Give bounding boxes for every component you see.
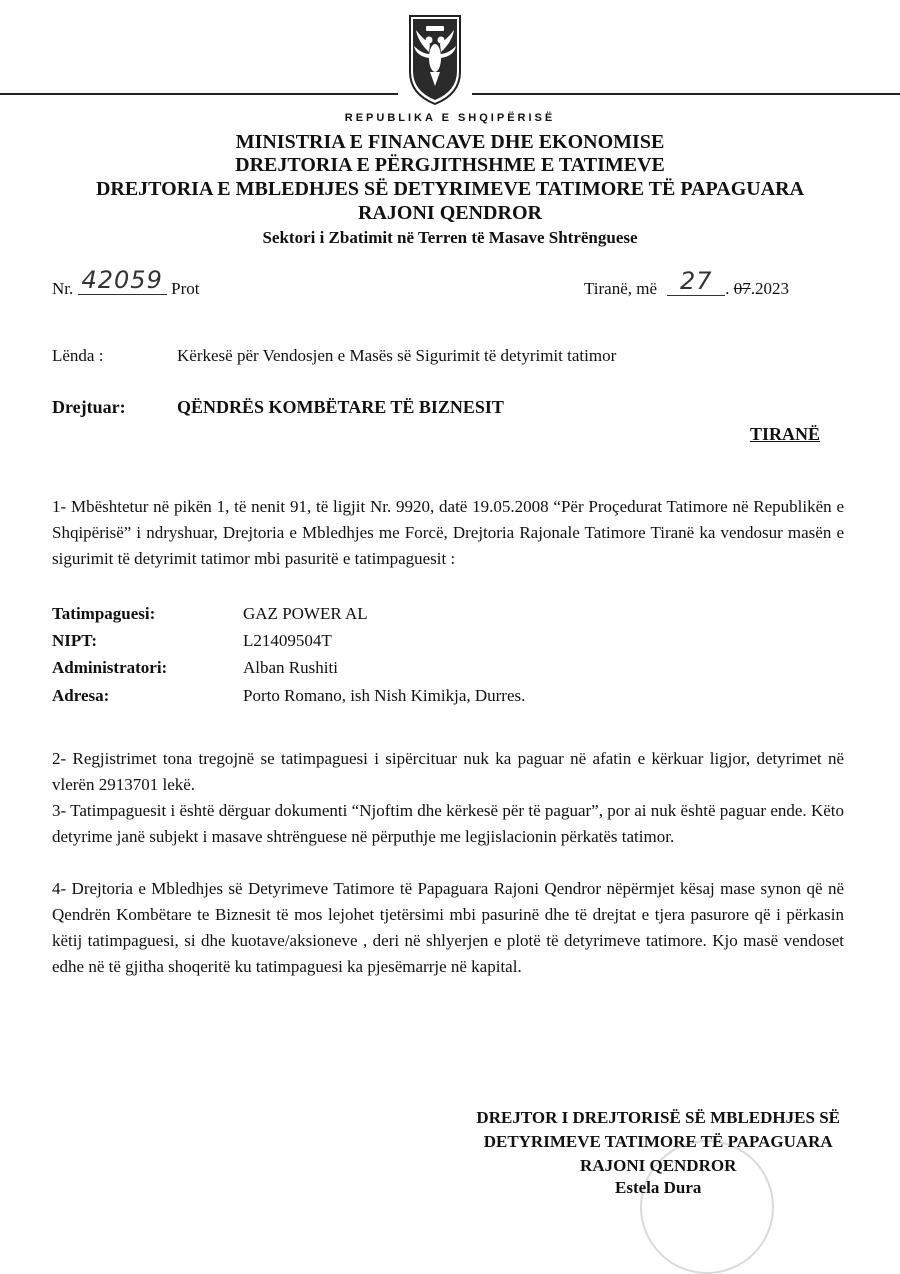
date-day: 27 [667,267,725,296]
paragraph-1: 1- Mbështetur në pikën 1, të nenit 91, të ligjit Nr. 9920, datë 19.05.2008 “Për Proçedurat Tatimore në Republikën e Shqipërisë” i ndryshuar, Drejtoria e Mbledhjes me Forcë, Drejtoria Rajonale Tatimore Tiranë ka vendosur masën e sigurimit të detyrimit tatimor mbi pasuritë e tatimpaguesit : [52,497,844,568]
address-value: Porto Romano, ish Nish Kimikja, Durres. [243,686,526,705]
region-title: RAJONI QENDROR [358,202,542,224]
subject-label: Lënda : [52,346,104,365]
date-month: 07 [733,279,751,298]
subject-text: Kërkesë për Vendosjen e Masës së Sigurimit të detyrimit tatimor [177,346,617,365]
header-rule-left [0,93,398,95]
place-label: Tiranë, më [584,279,658,298]
addressee-city: TIRANË [750,424,821,444]
sector-title: Sektori i Zbatimit në Terren të Masave Shtrënguese [262,228,638,247]
addressee-name: QËNDRËS KOMBËTARE TË BIZNESIT [177,397,504,417]
signature-block [476,1106,840,1200]
signature-line-3: RAJONI QENDROR [580,1156,737,1175]
ministry-title: MINISTRIA E FINANCAVE DHE EKONOMISE [235,131,665,153]
document-date [584,267,790,301]
paragraph-3: 3- Tatimpaguesit i është dërguar dokumenti “Njoftim dhe kërkesë për të paguar”, por ai nuk është paguar ende. Këto detyrime janë subjekt i masave shtrënguese në përputhje me legjislacionin përkatës tatimor. [52,801,844,846]
signature-line-2: DETYRIMEVE TATIMORE TË PAPAGUARA [483,1132,833,1151]
address-label: Adresa: [52,686,110,705]
nr-label: Nr. [52,279,74,298]
header-rule-right [472,93,900,95]
date-year: .2023 [750,279,790,298]
directorate-title: DREJTORIA E MBLEDHJES SË DETYRIMEVE TATIMORE TË PAPAGUARA [95,178,805,200]
nipt-value: L21409504T [243,631,332,650]
paragraph-4: 4- Drejtoria e Mbledhjes së Detyrimeve Tatimore të Papaguara Rajoni Qendror nëpërmjet kësaj mase synon që në Qendrën Kombëtare te Biznesit të mos lejohet tjetërsimi mbi pasurinë dhe të drejtat e tjera pasurore që i përkasin këtij tatimpaguesi, si dhe kuotave/aksioneve , deri në shlyerjen e plotë të detyrimeve tatimore. Kjo masë vendoset edhe në të gjitha shoqeritë ku tatimpaguesi ka pjesëmarrje në kapital. [52,879,844,976]
signatory-name: Estela Dura [615,1178,702,1197]
protocol-number [52,266,200,301]
prot-label: Prot [171,279,200,298]
taxpayer-value: GAZ POWER AL [243,604,368,623]
signature-line-1: DREJTOR I DREJTORISË SË MBLEDHJES SË [476,1108,840,1127]
republic-title: REPUBLIKA E SHQIPËRISË [344,112,556,124]
date-dot: . [725,279,730,298]
nipt-label: NIPT: [52,631,98,650]
addressee-label: Drejtuar: [52,397,126,417]
nr-value: 42059 [78,266,167,295]
directorate-general-title: DREJTORIA E PËRGJITHSHME E TATIMEVE [235,154,665,176]
administrator-value: Alban Rushiti [243,658,338,677]
taxpayer-label: Tatimpaguesi: [52,604,156,623]
administrator-label: Administratori: [52,658,168,677]
paragraph-2: 2- Regjistrimet tona tregojnë se tatimpaguesi i sipërcituar nuk ka paguar në afatin e kërkuar ligjor, detyrimet në vlerën 2913701 lekë. [52,749,844,794]
albanian-eagle-emblem-icon [404,12,466,108]
